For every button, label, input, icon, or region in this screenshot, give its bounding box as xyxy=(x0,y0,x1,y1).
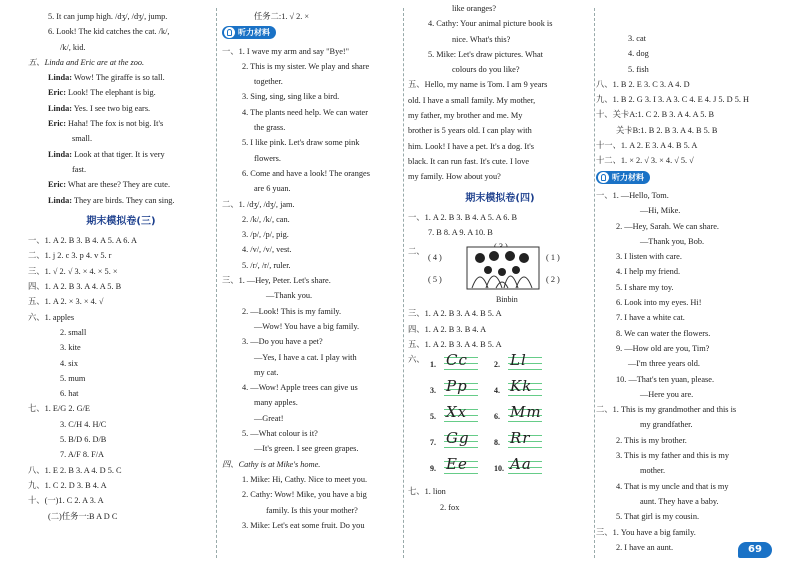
answer-line: 一、1. A 2. B 3. B 4. A 5. A 6. A xyxy=(28,236,138,246)
text-line: —Wow! You have a big family. xyxy=(254,321,360,331)
column-4 xyxy=(596,0,776,566)
answer-line: 3. cat xyxy=(628,34,646,43)
answer-line: 5. fish xyxy=(628,64,649,74)
text-line: —Here you are. xyxy=(640,389,694,399)
text-line: 4. Cathy: Your animal picture book is xyxy=(428,19,553,29)
text-line: 3. I listen with care. xyxy=(616,252,682,262)
answer-line: 八、1. E 2. B 3. A 4. D 5. C xyxy=(28,465,122,475)
text-line: 7. I have a white cat. xyxy=(616,313,685,323)
text-line: 2. This is my brother. xyxy=(616,435,687,445)
tag-label: 听力材料 xyxy=(238,28,270,38)
answer-line: 一、1. A 2. B 3. B 4. A 5. A 6. B xyxy=(408,212,518,222)
picture-label-2: ( 2 ) xyxy=(546,275,560,285)
answer-line: 四、1. A 2. B 3. B 4. A xyxy=(408,324,487,334)
speaker: Linda: xyxy=(48,73,72,83)
dialog-text: They are birds. They can sing. xyxy=(73,195,175,205)
text-line: 一、1. I wave my arm and say "Bye!" xyxy=(222,46,350,56)
writing-cell xyxy=(430,455,494,478)
answer-line: 七、1. lion xyxy=(408,487,446,497)
answer-line: 七、1. E/G 2. G/E xyxy=(28,404,90,414)
speaker: Eric: xyxy=(48,88,66,98)
dialog-line xyxy=(28,177,214,192)
text-line: 4. —Wow! Apple trees can give us xyxy=(242,383,358,393)
text-line: —Great! xyxy=(254,413,284,423)
text-line: my family. How about you? xyxy=(408,172,501,182)
answer-line: 5. mum xyxy=(60,373,86,383)
text-line: 2. I have an aunt. xyxy=(616,542,674,552)
text-line: 6. Come and have a look! The oranges xyxy=(242,168,370,178)
writing-cell xyxy=(494,351,558,374)
item-number: 7. xyxy=(430,437,436,447)
writing-cell xyxy=(430,429,494,452)
answer-line: 3. C/H 4. H/C xyxy=(60,419,107,429)
writing-cell xyxy=(494,455,558,478)
text-line: 5. I share my toy. xyxy=(616,282,674,292)
picture-question-label: 二、 xyxy=(408,247,425,257)
text-line: 9. —How old are you, Tim? xyxy=(616,343,710,353)
handwritten-letters: Ee xyxy=(446,455,468,474)
answer-line: 六、 xyxy=(408,355,425,365)
answer-line: 3. kite xyxy=(60,343,81,353)
column-divider xyxy=(594,8,595,558)
text-line: 4. I help my friend. xyxy=(616,267,681,277)
dialog-line xyxy=(28,131,214,146)
text-line: 10. —That's ten yuan, please. xyxy=(616,374,715,384)
item-number: 2. xyxy=(494,359,500,369)
answer-line: 十、关卡A:1. C 2. B 3. A 4. A 5. B xyxy=(596,110,715,120)
answer-line: 六、1. apples xyxy=(28,312,75,322)
page-number: 69 xyxy=(738,542,772,558)
speaker: Linda: xyxy=(48,103,72,113)
writing-cell xyxy=(430,403,494,426)
text-line: 4. /v/, /v/, vest. xyxy=(242,245,292,255)
dialog-text: Yes. I see two big ears. xyxy=(73,103,151,113)
answer-line: 4. six xyxy=(60,358,78,368)
answer-line: 四、1. A 2. B 3. A 4. A 5. B xyxy=(28,282,122,292)
text-line: 2. Cathy: Wow! Mike, you have a big xyxy=(242,490,367,500)
answer-line: 九、1. C 2. D 3. B 4. A xyxy=(28,480,107,490)
answer-line: 十二、1. × 2. √ 3. × 4. √ 5. √ xyxy=(596,156,694,166)
item-number: 5. xyxy=(430,411,436,421)
handwritten-letters: Mm xyxy=(510,403,542,422)
picture-label-1: ( 1 ) xyxy=(546,253,560,263)
text-line: the grass. xyxy=(254,123,286,133)
item-number: 3. xyxy=(430,385,436,395)
speaker: Linda: xyxy=(48,195,72,205)
text-line: 3. This is my father and this is my xyxy=(616,451,730,461)
handwritten-letters: Rr xyxy=(510,429,531,448)
text-line: 二、1. This is my grandmother and this is xyxy=(596,405,737,415)
text-line: 3. —Do you have a pet? xyxy=(242,337,323,347)
answer-line: 7. A/F 8. F/A xyxy=(60,450,105,460)
writing-cell xyxy=(494,429,558,452)
writing-cell xyxy=(430,351,494,374)
column-3 xyxy=(408,0,592,566)
text-line: —Hi, Mike. xyxy=(640,206,681,216)
text-line: —Thank you, Bob. xyxy=(640,236,705,246)
dialog-line xyxy=(28,70,214,85)
text-line: 4. The plants need help. We can water xyxy=(242,107,368,117)
answer-line: 二、1. j 2. c 3. p 4. v 5. r xyxy=(28,251,112,261)
text-line: 二、1. /dʒ/, /dʒ/, jam. xyxy=(222,199,295,209)
handwritten-letters: Aa xyxy=(510,455,532,474)
text-line: 一、1. —Hello, Tom. xyxy=(596,190,669,200)
text-line: 1. Mike: Hi, Cathy. Nice to meet you. xyxy=(242,474,368,484)
picture-caption: Binbin xyxy=(496,295,518,305)
text-line: nice. What's this? xyxy=(452,34,511,44)
handwritten-letters: Pp xyxy=(446,377,468,396)
handwriting-grid xyxy=(430,351,558,478)
section-title: 期末模拟卷(四) xyxy=(465,192,535,204)
column-2 xyxy=(222,0,400,566)
speaker: Eric: xyxy=(48,180,66,190)
item-number: 1. xyxy=(430,359,436,369)
text-line: 6. Look into my eyes. Hi! xyxy=(616,298,702,308)
family-picture xyxy=(408,242,592,304)
answer-line: 五、1. A 2. B 3. A 4. B 5. A xyxy=(408,340,502,350)
dialog-line xyxy=(28,85,214,100)
text-line: 2. —Look! This is my family. xyxy=(242,306,342,316)
writing-cell xyxy=(430,377,494,400)
text-line: colours do you like? xyxy=(452,65,520,75)
headphone-icon xyxy=(224,27,235,38)
text-line: —I'm three years old. xyxy=(628,359,700,369)
text-line: my grandfather. xyxy=(640,420,693,430)
text-line: 2. This is my sister. We play and share xyxy=(242,61,370,71)
text-line: my father, my brother and me. My xyxy=(408,111,523,121)
handwritten-letters: Gg xyxy=(446,429,470,448)
picture-label-5: ( 5 ) xyxy=(428,275,442,285)
dialog-line xyxy=(28,193,214,208)
handwritten-letters: Kk xyxy=(510,377,533,396)
text-line: old. I have a small family. My mother, xyxy=(408,95,536,105)
dialog-text: Look at that tiger. It is very xyxy=(74,149,165,159)
text-line: 8. We can water the flowers. xyxy=(616,328,711,338)
text-line: 三、1. You have a big family. xyxy=(596,527,696,537)
text-line: 6. Look! The kid catches the cat. /k/, xyxy=(48,27,170,37)
answer-line: 三、1. A 2. B 3. A 4. B 5. A xyxy=(408,309,502,319)
answer-line: 八、1. B 2. E 3. C 3. A 4. D xyxy=(596,79,690,89)
answer-line: 6. hat xyxy=(60,389,79,399)
text-line: —Yes, I have a cat. I play with xyxy=(254,352,357,362)
text-line: —It's green. I see green grapes. xyxy=(254,444,359,454)
dialog-text: Wow! The giraffe is so tall. xyxy=(73,73,165,83)
section-heading: 四、Cathy is at Mike's home. xyxy=(222,459,321,469)
dialog-text: Look! The elephant is big. xyxy=(68,88,156,98)
answer-line: 5. B/D 6. D/B xyxy=(60,435,107,445)
listening-material-tag xyxy=(222,26,276,39)
item-number: 6. xyxy=(494,411,500,421)
section-title: 期末模拟卷(三) xyxy=(86,215,156,227)
handwritten-letters: Ll xyxy=(510,351,527,370)
text-line: together. xyxy=(254,77,283,87)
family-illustration xyxy=(466,246,540,290)
dialog-text: What are these? They are cute. xyxy=(67,180,171,190)
answer-line: 五、1. A 2. × 3. × 4. √ xyxy=(28,297,104,307)
answer-line: 三、1. √ 2. √ 3. × 4. × 5. × xyxy=(28,266,118,276)
answer-line: 2. small xyxy=(60,327,87,337)
text-line: 5. That girl is my cousin. xyxy=(616,512,700,522)
text-line: 4. That is my uncle and that is my xyxy=(616,481,729,491)
text-line: aunt. They have a baby. xyxy=(640,496,719,506)
text-line: 3. Sing, sing, sing like a bird. xyxy=(242,92,340,102)
item-number: 4. xyxy=(494,385,500,395)
text-line: —Thank you. xyxy=(266,291,313,301)
dialog-line xyxy=(28,116,214,131)
column-1 xyxy=(28,0,214,566)
text-line: 三、1. —Hey, Peter. Let's share. xyxy=(222,276,331,286)
text-line: many apples. xyxy=(254,398,298,408)
dialog-line xyxy=(28,162,214,177)
dialog-line xyxy=(28,101,214,116)
text-line: 五、Hello, my name is Tom. I am 9 years xyxy=(408,80,548,90)
text-line: mother. xyxy=(640,466,666,476)
text-line: 2. —Hey, Sarah. We can share. xyxy=(616,221,720,231)
handwritten-letters: Xx xyxy=(446,403,468,422)
text-line: 5. It can jump high. /dʒ/, /dʒ/, jump. xyxy=(48,12,168,21)
text-line: 5. —What colour is it? xyxy=(242,429,318,439)
speaker: Eric: xyxy=(48,119,66,129)
dialog-text: Haha! The fox is not big. It's xyxy=(68,119,164,129)
text-line: 5. Mike: Let's draw pictures. What xyxy=(428,49,543,59)
speaker: Linda: xyxy=(48,149,72,159)
text-line: brother is 5 years old. I can play with xyxy=(408,126,532,136)
answer-line: 十、(一)1. C 2. A 3. A xyxy=(28,496,104,506)
dialog-text: fast. xyxy=(72,164,87,174)
item-number: 9. xyxy=(430,463,436,473)
picture-label-4: ( 4 ) xyxy=(428,253,442,263)
text-line: flowers. xyxy=(254,153,281,163)
item-number: 8. xyxy=(494,437,500,447)
tag-label: 听力材料 xyxy=(612,172,644,182)
text-line: him. Look! I have a pet. It's a dog. It's xyxy=(408,141,535,151)
answer-line: 十一、1. A 2. E 3. A 4. B 5. A xyxy=(596,141,698,151)
dialog-text: small. xyxy=(72,134,93,144)
text-line: my cat. xyxy=(254,367,279,377)
text-line: are 6 yuan. xyxy=(254,184,291,194)
answer-line: 7. B 8. A 9. A 10. B xyxy=(428,228,493,238)
text-line: like oranges? xyxy=(452,4,497,13)
answer-line: 任务二:1. √ 2. × xyxy=(254,12,310,21)
answer-line: 关卡B:1. B 2. B 3. A 4. B 5. B xyxy=(616,125,718,135)
text-line: 5. /r/, /r/, ruler. xyxy=(242,260,291,270)
text-line: family. Is this your mother? xyxy=(266,505,358,515)
handwritten-letters: Cc xyxy=(446,351,468,370)
text-line: 2. /k/, /k/, can. xyxy=(242,214,290,224)
answer-line: 九、1. B 2. G 3. I 3. A 3. C 4. E 4. J 5. D 5. H xyxy=(596,95,750,105)
answer-line: (二)任务一:B A D C xyxy=(48,511,118,521)
writing-cell xyxy=(494,377,558,400)
column-divider xyxy=(403,8,404,558)
text-line: 5. I like pink. Let's draw some pink xyxy=(242,138,360,148)
section-heading: 五、Linda and Eric are at the zoo. xyxy=(28,57,145,67)
text-line: 3. Mike: Let's eat some fruit. Do you xyxy=(242,520,365,530)
text-line: /k/, kid. xyxy=(60,42,86,52)
headphone-icon xyxy=(598,172,609,183)
column-divider xyxy=(216,8,217,558)
answer-line: 2. fox xyxy=(440,502,460,512)
listening-material-tag xyxy=(596,171,650,184)
text-line: black. It can run fast. It's cute. I love xyxy=(408,156,530,166)
text-line: 3. /p/, /p/, pig. xyxy=(242,230,289,240)
answer-line: 4. dog xyxy=(628,49,649,59)
item-number: 10. xyxy=(494,463,504,473)
writing-cell xyxy=(494,403,558,426)
dialog-line xyxy=(28,147,214,162)
